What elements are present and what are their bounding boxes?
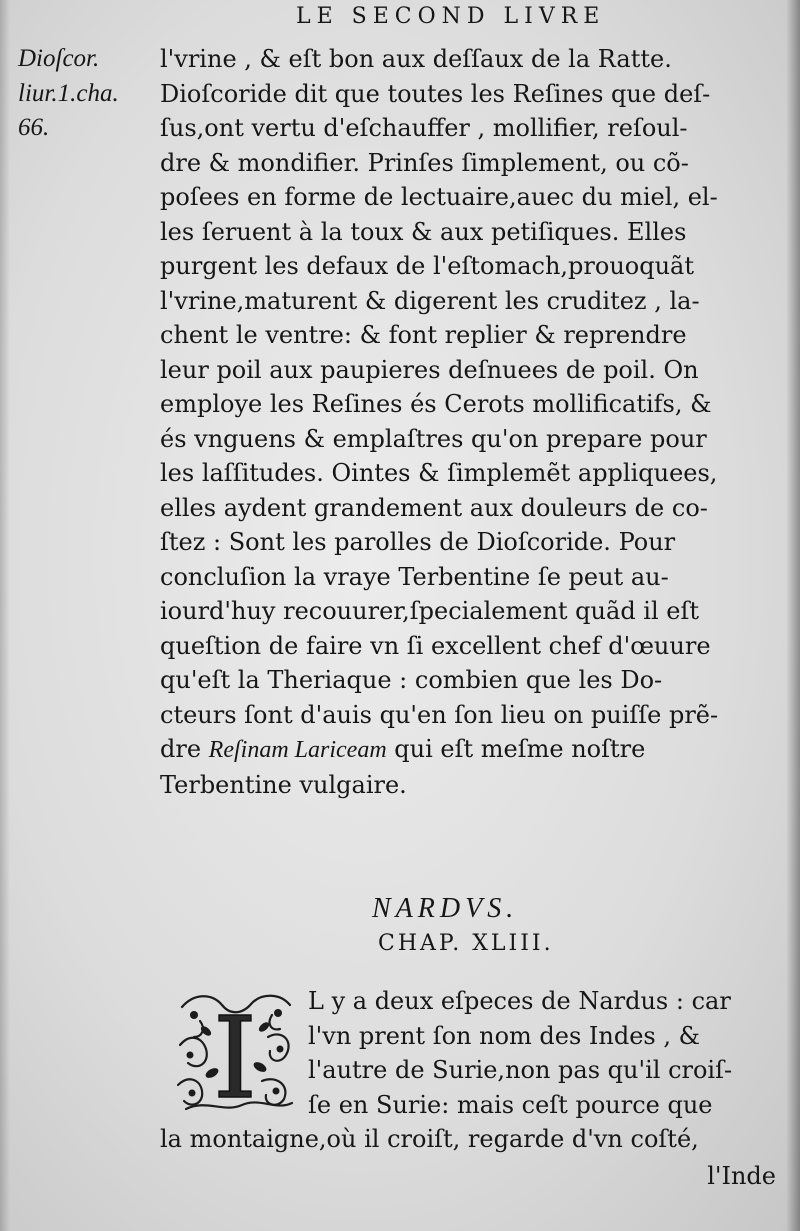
text-line — [160, 698, 772, 733]
text-segment: és vnguens & emplaſtres qu'on prepare pour — [160, 424, 707, 453]
text-segment: ſus,ont vertu d'eſchauffer , mollifier, reſoul- — [160, 114, 688, 142]
text-segment: concluſion la vraye Terbentine ſe peut au- — [160, 562, 669, 591]
text-line — [160, 284, 772, 319]
text-segment: purgent les defaux de l'eſtomach,prouoquãt — [160, 252, 694, 280]
italic-phrase: Reſinam Lariceam — [208, 737, 387, 763]
chapter-line: ſe en Surie: mais ceſt pource que — [308, 1090, 713, 1119]
text-line — [160, 180, 772, 215]
chapter-line: la montaigne,où il croiſt, regarde d'vn coſté, — [160, 1125, 699, 1153]
text-line — [160, 456, 772, 491]
page-shadow-left — [0, 0, 10, 1231]
text-segment: les laſſitudes. Ointes & ſimplemẽt appliquees, — [160, 459, 718, 487]
text-line — [160, 629, 772, 664]
text-segment: ſtez : Sont les parolles de Dioſcoride. Pour — [160, 528, 676, 556]
text-segment: queſtion de faire vn ſi excellent chef d'œuure — [160, 631, 711, 660]
text-line — [160, 146, 772, 181]
text-line — [160, 249, 772, 284]
text-segment: elles aydent grandement aux douleurs de co- — [160, 493, 708, 522]
text-segment: Dioſcoride dit que toutes les Reſines que deſ- — [160, 79, 711, 108]
text-line — [160, 353, 772, 388]
margin-note-line: liur.1.cha. — [18, 79, 119, 107]
text-line — [160, 663, 772, 698]
text-line — [160, 318, 772, 353]
catchword: l'Inde — [707, 1162, 776, 1190]
text-segment: qu'eſt la Theriaque : combien que les Do- — [160, 666, 663, 694]
text-line — [160, 491, 772, 526]
margin-note-line: 66. — [18, 114, 50, 141]
text-line — [160, 387, 772, 422]
text-segment: dre & mondifier. Prinſes ſimplement, ou cõ- — [160, 148, 689, 177]
chapter-line: l'vn prent ſon nom des Indes , & — [308, 1021, 700, 1050]
chapter-heading: CHAP. XLIII. — [378, 931, 554, 956]
text-segment: poſees en forme de lectuaire,auec du miel, el- — [160, 183, 718, 211]
text-line — [160, 215, 772, 250]
margin-note-line: Dioſcor. — [18, 45, 100, 72]
initial-letter: I — [212, 994, 258, 1117]
text-segment: iourd'huy recouurer,ſpecialement quãd il eſt — [160, 597, 700, 625]
text-segment: chent le ventre: & font replier & reprendre — [160, 321, 687, 349]
text-segment: Terbentine vulgaire. — [160, 770, 407, 799]
text-segment: les ſeruent à la toux & aux petiſiques. Elles — [160, 217, 687, 246]
text-line — [160, 594, 772, 629]
text-line — [160, 77, 772, 112]
text-line — [160, 525, 772, 560]
margin-note — [18, 42, 163, 146]
text-segment: leur poil aux paupieres deſnuees de poil. On — [160, 355, 699, 384]
text-line — [160, 560, 772, 595]
section-title: NARDVS. — [372, 893, 519, 924]
text-segment: dre — [160, 735, 209, 763]
body-text — [160, 42, 772, 802]
text-line — [160, 768, 772, 803]
text-segment: employe les Reſines és Cerots mollificatifs, & — [160, 390, 712, 418]
chapter-line: l'autre de Surie,non pas qu'il croiſ- — [308, 1056, 733, 1084]
text-segment: l'vrine,maturent & digerent les cruditez , la- — [160, 286, 700, 315]
text-line — [160, 732, 772, 768]
text-line — [160, 111, 772, 146]
chapter-text — [160, 984, 772, 1157]
text-line — [160, 42, 772, 77]
text-segment: cteurs ſont d'auis qu'en ſon lieu on puiſſe prẽ- — [160, 700, 719, 729]
page-shadow-right — [786, 0, 800, 1231]
text-segment: l'vrine , & eſt bon aux deſſaux de la Ratte. — [160, 45, 672, 73]
text-segment: qui eſt meſme noſtre — [386, 735, 646, 763]
running-head: LE SECOND LIVRE — [296, 4, 606, 29]
text-line — [160, 422, 772, 457]
chapter-line: L y a deux eſpeces de Nardus : car — [308, 987, 731, 1015]
